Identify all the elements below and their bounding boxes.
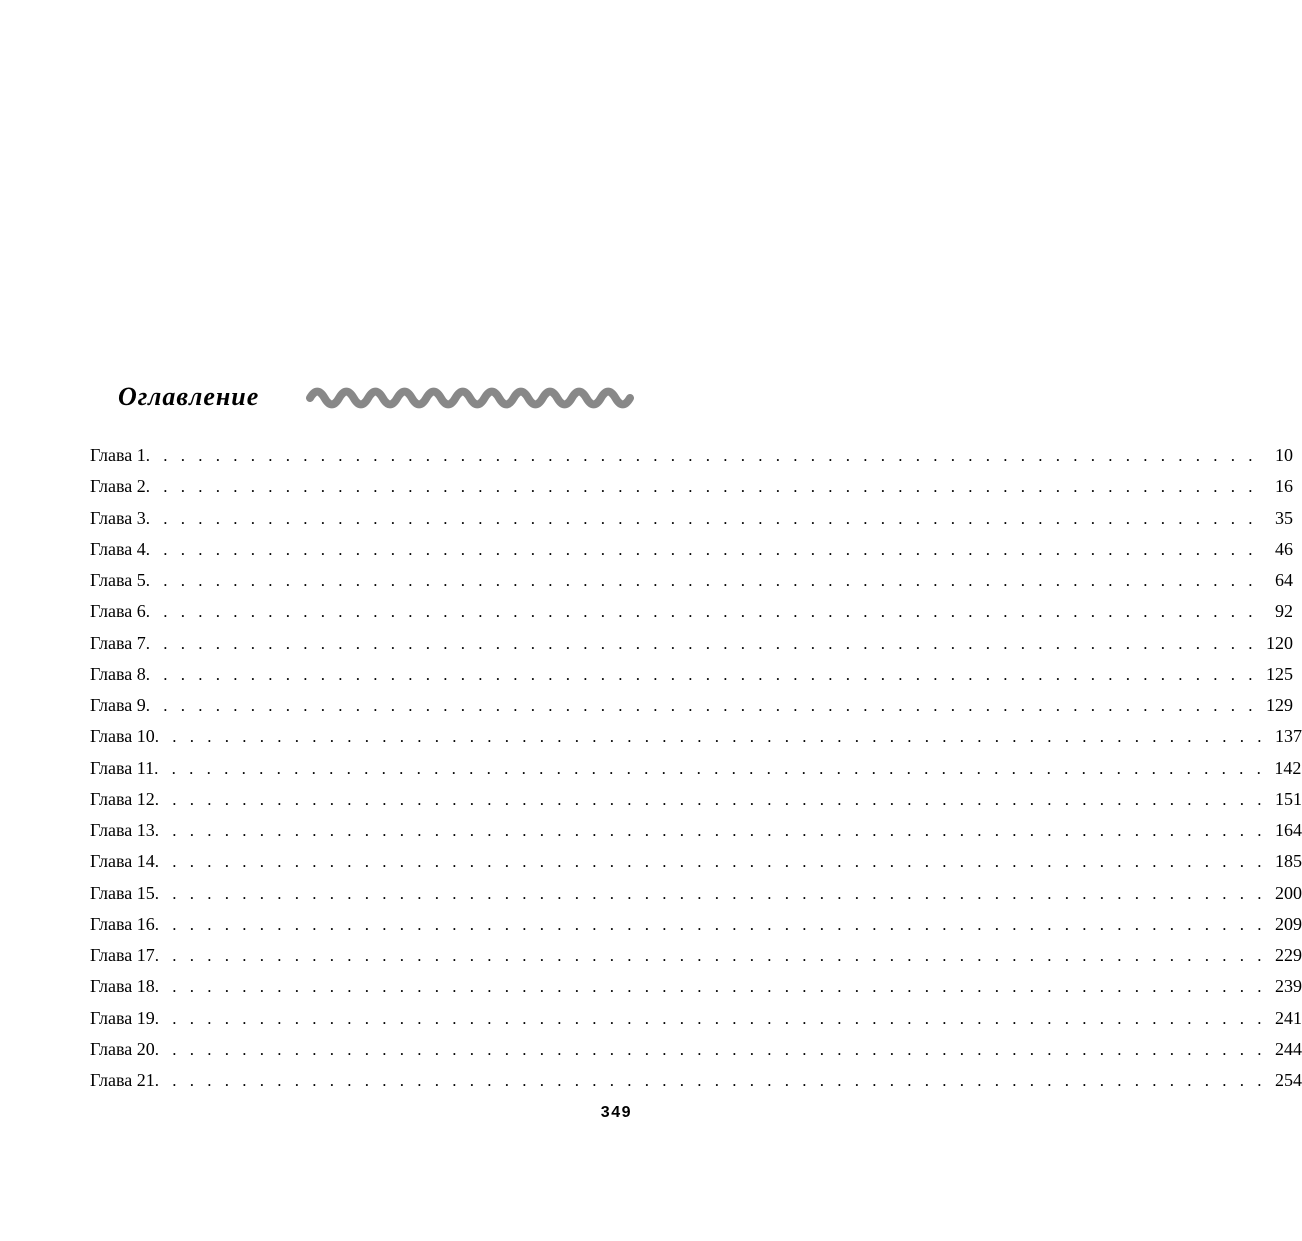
dot-leader: . . . . . . . . . . . . . . . . . . . . . . . . . . . . . . . . . . . . . . . . . . . . . . . . . . . . . . . . . . . . . . . .	[145, 477, 1258, 497]
chapter-page-number: 164	[1275, 820, 1302, 840]
toc-entry[interactable]	[90, 721, 1302, 752]
chapter-label: Глава 14	[90, 851, 155, 872]
chapter-label: Глава 2	[90, 476, 146, 497]
chapter-page-number: 209	[1275, 913, 1302, 934]
chapter-label: Глава 6	[90, 601, 146, 622]
toc-entry[interactable]	[90, 596, 1294, 627]
chapter-page-number: 129	[1266, 695, 1294, 715]
dot-leader: . . . . . . . . . . . . . . . . . . . . . . . . . . . . . . . . . . . . . . . . . . . . . . . . . . . . . . . . . . . . . . . .	[145, 602, 1258, 622]
chapter-page-number: 16	[1275, 476, 1294, 497]
dot-leader: . . . . . . . . . . . . . . . . . . . . . . . . . . . . . . . . . . . . . . . . . . . . . . . . . . . . . . . . . . . . . . . .	[145, 664, 1258, 684]
chapter-label: Глава 11	[90, 757, 155, 778]
chapter-page-number: 244	[1275, 1038, 1302, 1059]
chapter-label: Глава 17	[90, 945, 155, 965]
dot-leader: . . . . . . . . . . . . . . . . . . . . . . . . . . . . . . . . . . . . . . . . . . . . . . . . . . . . . . . . . . . . . . . .	[154, 789, 1267, 809]
chapter-label: Глава 20	[90, 1038, 155, 1059]
toc-entry[interactable]	[90, 846, 1302, 877]
toc-entry[interactable]	[90, 690, 1294, 721]
dot-leader: . . . . . . . . . . . . . . . . . . . . . . . . . . . . . . . . . . . . . . . . . . . . . . . . . . . . . . . . . . . . . . . .	[154, 1071, 1267, 1090]
chapter-page-number: 35	[1275, 507, 1294, 528]
chapter-page-number: 10	[1275, 445, 1294, 465]
dot-leader: . . . . . . . . . . . . . . . . . . . . . . . . . . . . . . . . . . . . . . . . . . . . . . . . . . . . . . . . . . . . . . . .	[145, 508, 1258, 528]
chapter-page-number: 239	[1275, 976, 1302, 997]
dot-leader: . . . . . . . . . . . . . . . . . . . . . . . . . . . . . . . . . . . . . . . . . . . . . . . . . . . . . . . . . . . . . . . .	[154, 758, 1266, 778]
chapter-label: Глава 4	[90, 538, 146, 559]
chapter-page-number: 125	[1266, 663, 1294, 684]
dot-leader: . . . . . . . . . . . . . . . . . . . . . . . . . . . . . . . . . . . . . . . . . . . . . . . . . . . . . . . . . . . . . . . .	[154, 1039, 1267, 1059]
chapter-label: Глава 3	[90, 507, 146, 528]
dot-leader: . . . . . . . . . . . . . . . . . . . . . . . . . . . . . . . . . . . . . . . . . . . . . . . . . . . . . . . . . . . . . . . .	[154, 821, 1267, 840]
chapter-label: Глава 1	[90, 445, 146, 465]
chapter-label: Глава 12	[90, 788, 155, 809]
dot-leader: . . . . . . . . . . . . . . . . . . . . . . . . . . . . . . . . . . . . . . . . . . . . . . . . . . . . . . . . . . . . . . . .	[145, 446, 1258, 465]
toc-entry[interactable]	[90, 753, 1302, 784]
chapter-label: Глава 19	[90, 1007, 155, 1028]
chapter-page-number: 229	[1275, 945, 1302, 965]
chapter-label: Глава 15	[90, 882, 155, 903]
chapter-label: Глава 7	[90, 632, 146, 653]
chapter-page-number: 120	[1266, 632, 1294, 653]
dot-leader: . . . . . . . . . . . . . . . . . . . . . . . . . . . . . . . . . . . . . . . . . . . . . . . . . . . . . . . . . . . . . . . .	[145, 571, 1258, 590]
toc-list	[90, 440, 1302, 1096]
toc-entry[interactable]	[90, 1034, 1302, 1065]
toc-entry[interactable]	[90, 440, 1294, 471]
chapter-page-number: 92	[1275, 601, 1294, 622]
toc-entry[interactable]	[90, 534, 1294, 565]
chapter-label: Глава 9	[90, 695, 146, 715]
chapter-page-number: 142	[1274, 757, 1302, 778]
toc-entry[interactable]	[90, 940, 1302, 971]
toc-entry[interactable]	[90, 815, 1302, 846]
wave-ornament-icon	[306, 384, 634, 412]
chapter-label: Глава 13	[90, 820, 155, 840]
chapter-page-number: 137	[1275, 726, 1302, 747]
chapter-page-number: 46	[1275, 538, 1294, 559]
toc-entry[interactable]	[90, 784, 1302, 815]
chapter-page-number: 241	[1275, 1007, 1302, 1028]
chapter-label: Глава 16	[90, 913, 155, 934]
chapter-page-number: 200	[1275, 882, 1302, 903]
chapter-label: Глава 10	[90, 726, 155, 747]
toc-entry[interactable]	[90, 471, 1294, 502]
dot-leader: . . . . . . . . . . . . . . . . . . . . . . . . . . . . . . . . . . . . . . . . . . . . . . . . . . . . . . . . . . . . . . . .	[154, 914, 1267, 934]
dot-leader: . . . . . . . . . . . . . . . . . . . . . . . . . . . . . . . . . . . . . . . . . . . . . . . . . . . . . . . . . . . . . . . .	[154, 883, 1267, 903]
dot-leader: . . . . . . . . . . . . . . . . . . . . . . . . . . . . . . . . . . . . . . . . . . . . . . . . . . . . . . . . . . . . . . . .	[145, 633, 1258, 653]
dot-leader: . . . . . . . . . . . . . . . . . . . . . . . . . . . . . . . . . . . . . . . . . . . . . . . . . . . . . . . . . . . . . . . .	[154, 1008, 1267, 1028]
chapter-page-number: 185	[1275, 851, 1302, 872]
toc-entry[interactable]	[90, 503, 1294, 534]
chapter-label: Глава 21	[90, 1070, 155, 1090]
toc-entry[interactable]	[90, 971, 1302, 1002]
toc-title: Оглавление	[118, 382, 260, 411]
toc-entry[interactable]	[90, 628, 1294, 659]
dot-leader: . . . . . . . . . . . . . . . . . . . . . . . . . . . . . . . . . . . . . . . . . . . . . . . . . . . . . . . . . . . . . . . .	[145, 539, 1258, 559]
dot-leader: . . . . . . . . . . . . . . . . . . . . . . . . . . . . . . . . . . . . . . . . . . . . . . . . . . . . . . . . . . . . . . . .	[154, 727, 1267, 747]
chapter-page-number: 254	[1275, 1070, 1302, 1090]
toc-entry[interactable]	[90, 1065, 1302, 1096]
page-number: 349	[600, 1104, 632, 1121]
chapter-page-number: 64	[1275, 570, 1294, 590]
chapter-label: Глава 8	[90, 663, 146, 684]
dot-leader: . . . . . . . . . . . . . . . . . . . . . . . . . . . . . . . . . . . . . . . . . . . . . . . . . . . . . . . . . . . . . . . .	[145, 696, 1258, 715]
chapter-label: Глава 18	[90, 976, 155, 997]
toc-entry[interactable]	[90, 1003, 1302, 1034]
toc-entry[interactable]	[90, 878, 1302, 909]
toc-entry[interactable]	[90, 659, 1294, 690]
dot-leader: . . . . . . . . . . . . . . . . . . . . . . . . . . . . . . . . . . . . . . . . . . . . . . . . . . . . . . . . . . . . . . . .	[154, 946, 1267, 965]
dot-leader: . . . . . . . . . . . . . . . . . . . . . . . . . . . . . . . . . . . . . . . . . . . . . . . . . . . . . . . . . . . . . . . .	[154, 977, 1267, 997]
toc-heading	[118, 378, 634, 418]
dot-leader: . . . . . . . . . . . . . . . . . . . . . . . . . . . . . . . . . . . . . . . . . . . . . . . . . . . . . . . . . . . . . . . .	[154, 852, 1267, 872]
toc-entry[interactable]	[90, 565, 1294, 596]
toc-entry[interactable]	[90, 909, 1302, 940]
chapter-page-number: 151	[1275, 788, 1302, 809]
chapter-label: Глава 5	[90, 570, 146, 590]
